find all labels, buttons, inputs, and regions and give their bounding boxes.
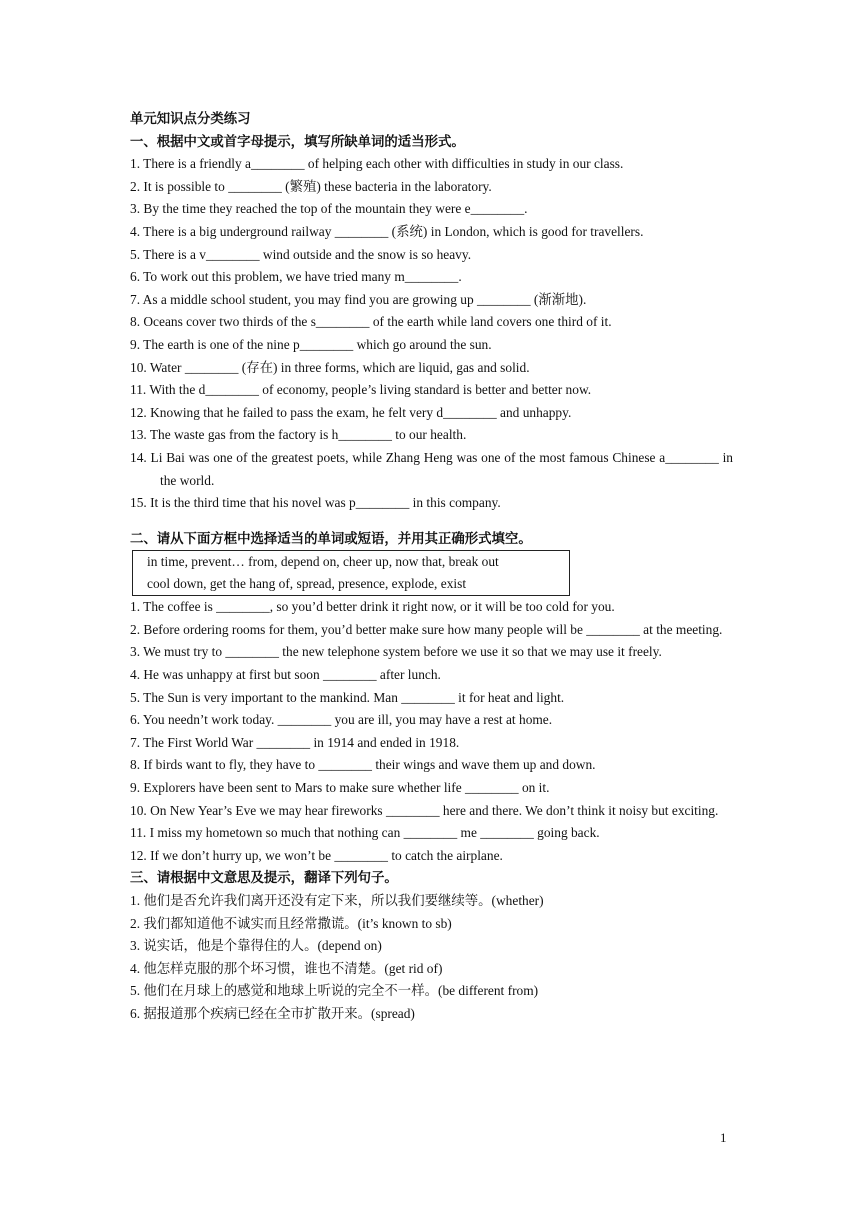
translation-item: 4. 他怎样克服的那个坏习惯，谁也不清楚。(get rid of) [130,960,443,976]
section2-heading: 二、请从下面方框中选择适当的单词或短语，并用其正确形式填空。 [130,530,532,546]
word-bank-box [132,550,570,596]
worksheet-title: 单元知识点分类练习 [130,111,251,126]
exercise-item: 2. It is possible to ________ (繁殖) these bacteria in the laboratory. [130,178,492,194]
exercise-item: 2. Before ordering rooms for them, you’d better make sure how many people will be ________ at the meeting. [130,621,723,637]
exercise-item: 6. To work out this problem, we have tried many m________. [130,269,462,285]
section3-heading: 三、请根据中文意思及提示，翻译下列句子。 [130,870,398,886]
exercise-item: 4. There is a big underground railway ________ (系统) in London, which is good for travellers. [130,223,644,239]
exercise-item: 14. Li Bai was one of the greatest poets, while Zhang Heng was one of the most famous Chinese a________ in the world. [130,449,733,488]
exercise-item: 12. If we don’t hurry up, we won’t be ________ to catch the airplane. [130,847,503,863]
exercise-item: 7. The First World War ________ in 1914 and ended in 1918. [130,734,460,750]
translation-item: 1. 他们是否允许我们离开还没有定下来，所以我们要继续等。(whether) [130,893,544,908]
exercise-item: 3. By the time they reached the top of the mountain they were e________. [130,201,528,217]
page-number: 1 [720,1130,727,1145]
translation-item: 5. 他们在月球上的感觉和地球上听说的完全不一样。(be different from) [130,983,539,999]
exercise-item: 5. There is a v________ wind outside and the snow is so heavy. [130,246,472,262]
translation-item: 6. 据报道那个疾病已经在全市扩散开来。(spread) [130,1005,415,1021]
exercise-item: 3. We must try to ________ the new telephone system before we use it so that we may use it freely. [130,644,662,660]
exercise-item: 8. Oceans cover two thirds of the s________ of the earth while land covers one third of it. [130,314,612,330]
word-bank-line: in time, prevent… from, depend on, cheer up, now that, break out [147,554,499,570]
exercise-item: 1. There is a friendly a________ of helping each other with difficulties in study in our class. [130,156,624,172]
exercise-item: 12. Knowing that he failed to pass the exam, he felt very d________ and unhappy. [130,404,572,420]
exercise-item: 1. The coffee is ________, so you’d better drink it right now, or it will be too cold for you. [130,599,615,615]
exercise-item: 9. Explorers have been sent to Mars to make sure whether life ________ on it. [130,780,550,796]
exercise-item: 11. I miss my hometown so much that nothing can ________ me ________ going back. [130,825,600,841]
exercise-item: 9. The earth is one of the nine p________ which go around the sun. [130,336,492,352]
exercise-item: 4. He was unhappy at first but soon ________ after lunch. [130,667,441,683]
exercise-item: 11. With the d________ of economy, people’s living standard is better and better now. [130,382,592,398]
worksheet-content [130,108,733,1026]
section1-heading: 一、根据中文或首字母提示，填写所缺单词的适当形式。 [130,133,465,149]
exercise-item: 10. On New Year’s Eve we may hear fireworks ________ here and there. We don’t think it noisy but exciting. [130,802,719,818]
exercise-item: 13. The waste gas from the factory is h________ to our health. [130,427,467,443]
exercise-item: 6. You needn’t work today. ________ you are ill, you may have a rest at home. [130,712,553,728]
translation-item: 3. 说实话，他是个靠得住的人。(depend on) [130,938,382,954]
exercise-item: 8. If birds want to fly, they have to ________ their wings and wave them up and down. [130,757,596,773]
exercise-item: 15. It is the third time that his novel was p________ in this company. [130,495,501,511]
word-bank-line: cool down, get the hang of, spread, presence, explode, exist [147,576,467,592]
translation-item: 2. 我们都知道他不诚实而且经常撒谎。(it’s known to sb) [130,915,452,931]
exercise-item: 10. Water ________ (存在) in three forms, which are liquid, gas and solid. [130,359,530,375]
exercise-item: 5. The Sun is very important to the mankind. Man ________ it for heat and light. [130,689,565,705]
exercise-item: 7. As a middle school student, you may find you are growing up ________ (渐渐地). [130,291,587,307]
